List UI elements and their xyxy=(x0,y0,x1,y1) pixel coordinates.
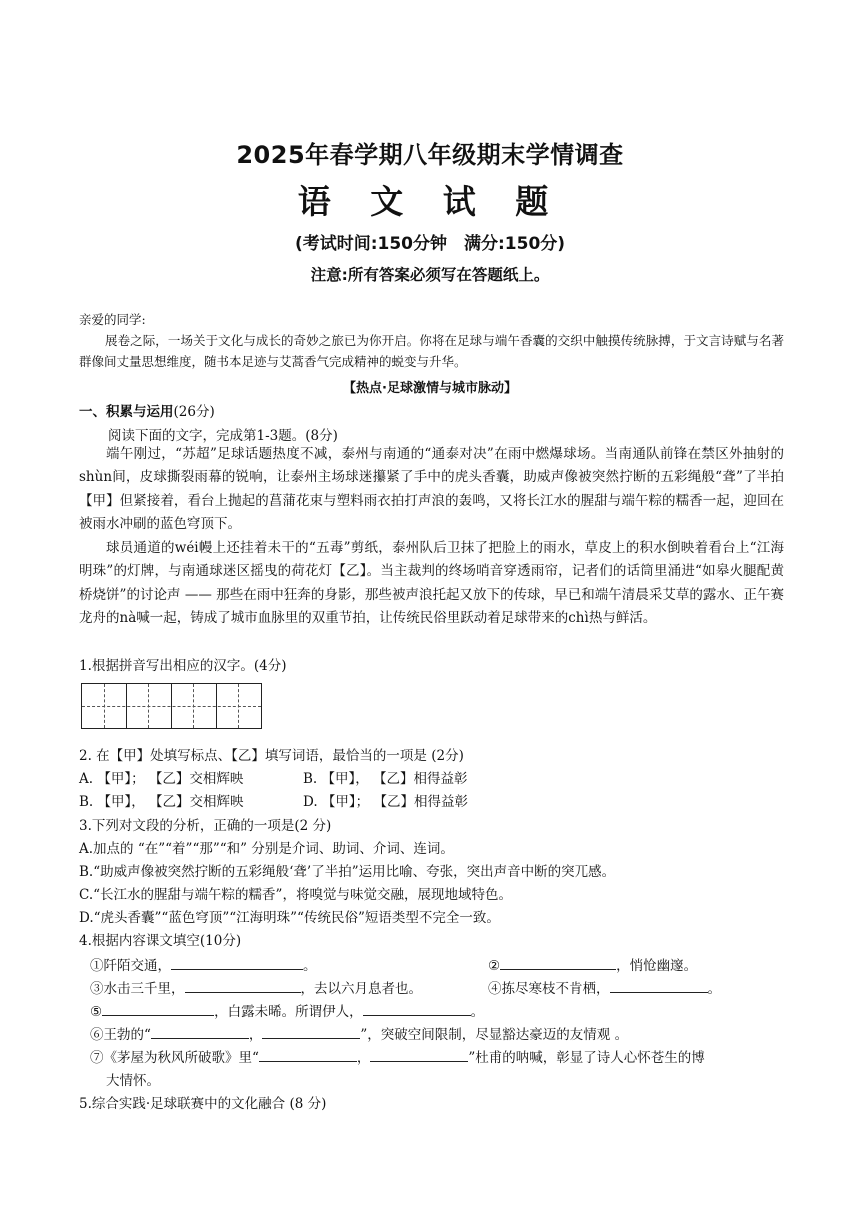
fill-blank-5 xyxy=(90,1000,484,1020)
question-3-option-d: D.“虎头香囊”“蓝色穹顶”“江海明珠”“传统民俗”短语类型不完全一致。 xyxy=(79,910,500,926)
fill-blank-6 xyxy=(90,1023,628,1043)
fill-blank-text: ⑤ xyxy=(90,1004,103,1020)
fill-blank-text: 。 xyxy=(303,958,317,974)
fill-blank-text: 。 xyxy=(707,981,721,997)
grid-divider xyxy=(193,684,194,728)
fill-blank-3 xyxy=(90,977,422,997)
exam-title: 2025年春学期八年级期末学情调查 xyxy=(236,141,624,169)
answer-blank xyxy=(102,1001,214,1016)
fill-blank-text: ③水击三千里， xyxy=(90,981,185,997)
notice: 注意:所有答案必须写在答题纸上。 xyxy=(310,266,550,284)
grid-divider xyxy=(238,684,239,728)
answer-blank xyxy=(185,978,301,993)
section1-score: (26分) xyxy=(173,404,215,420)
grid-divider xyxy=(216,684,217,728)
passage-paragraph-1: 端午刚过，“苏超”足球话题热度不减，泰州与南通的“通泰对决”在雨中燃爆球场。当南通队前锋在禁区外抽射的shùn间，皮球撕裂雨幕的锐响，让泰州主场球迷攥紧了手中的虎头香囊，助威声像被突然拧断的五彩绳般“聋”了半拍【甲】但紧接着，看台上抛起的菖蒲花束与塑料雨衣拍打声浪的轰鸣，又将长江水的腥甜与端午粽的糯香一起，迎回在被雨水冲刷的蓝色穹顶下。 xyxy=(79,446,784,532)
section1-heading xyxy=(79,400,215,421)
grid-divider xyxy=(126,684,127,728)
fill-blank-text: ⑥王勃的“ xyxy=(90,1027,151,1043)
fill-blank-text: ①阡陌交通， xyxy=(90,958,171,974)
fill-blank-text: ”杜甫的呐喊，彰显了诗人心怀苍生的博 xyxy=(468,1050,705,1066)
question-2-option-b: B. 【甲】， 【乙】相得益彰 xyxy=(303,771,468,787)
question-5-stem: 5.综合实践·足球联赛中的文化融合 (8 分) xyxy=(79,1096,327,1112)
reading-instruction: 阅读下面的文字，完成第1-3题。(8分) xyxy=(108,428,338,444)
question-3-option-c: C.“长江水的腥甜与端午粽的糯香”，将嗅觉与味觉交融，展现地域特色。 xyxy=(79,887,512,903)
grid-divider xyxy=(148,684,149,728)
fill-blank-2 xyxy=(488,954,697,974)
answer-blank xyxy=(500,955,616,970)
fill-blank-text: ， xyxy=(356,1050,371,1066)
fill-blank-text: 。 xyxy=(470,1004,485,1020)
answer-blank xyxy=(262,1024,360,1039)
question-2-stem: 2. 在【甲】处填写标点、【乙】填写词语，最恰当的一项是 (2分) xyxy=(79,748,464,764)
question-2-option-a: A. 【甲】； 【乙】交相辉映 xyxy=(79,771,244,787)
fill-blank-text: ④拣尽寒枝不肯栖， xyxy=(488,981,610,997)
answer-blank xyxy=(610,978,708,993)
answer-blank xyxy=(151,1024,249,1039)
fill-blank-text: ”，突破空间限制，尽显豁达豪迈的友情观 。 xyxy=(360,1027,629,1043)
fill-blank-text: ，去以六月息者也。 xyxy=(300,981,422,997)
greeting: 亲爱的同学: xyxy=(79,312,146,327)
hotspot-heading: 【热点·足球激情与城市脉动】 xyxy=(343,381,517,396)
question-2-option-c: B. 【甲】， 【乙】交相辉映 xyxy=(79,794,244,810)
fill-blank-text: ，白露未晞。所谓伊人， xyxy=(214,1004,363,1020)
answer-blank xyxy=(171,955,303,970)
fill-blank-text: ⑦《茅屋为秋风所破歌》里“ xyxy=(90,1050,259,1066)
subject-title: 语 文 试 题 xyxy=(297,182,563,221)
section1-title: 一、积累与运用 xyxy=(79,404,174,420)
question-2-option-d: D. 【甲】； 【乙】相得益彰 xyxy=(303,794,468,810)
answer-grid xyxy=(81,683,262,729)
exam-info: (考试时间:150分钟 满分:150分) xyxy=(294,234,566,254)
answer-blank xyxy=(363,1001,471,1016)
fill-blank-7 xyxy=(90,1046,705,1066)
fill-blank-7-continued: 大情怀。 xyxy=(106,1073,160,1089)
fill-blank-4 xyxy=(488,977,721,997)
fill-blank-1 xyxy=(90,954,317,974)
fill-blank-text: ， xyxy=(248,1027,263,1043)
answer-blank xyxy=(259,1047,357,1062)
fill-blank-text: ② xyxy=(488,958,501,974)
intro-paragraph: 展卷之际，一场关于文化与成长的奇妙之旅已为你开启。你将在足球与端午香囊的交织中触摸传统脉搏，于文言诗赋与名著群像间丈量思想维度，随书本足迹与艾蒿香气完成精神的蜕变与升华。 xyxy=(79,333,784,369)
question-3-stem: 3.下列对文段的分析，正确的一项是(2 分) xyxy=(79,818,332,834)
fill-blank-text: ，悄怆幽邃。 xyxy=(616,958,698,974)
answer-blank xyxy=(370,1047,468,1062)
grid-divider xyxy=(171,684,172,728)
question-3-option-b: B.“助威声像被突然拧断的五彩绳般‘聋’了半拍”运用比喻、夸张，突出声音中断的突兀感。 xyxy=(79,864,616,880)
question-4-stem: 4.根据内容课文填空(10分) xyxy=(79,933,242,949)
question-3-option-a: A.加点的 “在”“着”“那”“和” 分别是介词、助词、介词、连词。 xyxy=(79,841,454,857)
passage-paragraph-2: 球员通道的wéi幔上还挂着未干的“五毒”剪纸，泰州队后卫抹了把脸上的雨水，草皮上的积水倒映着看台上“江海明珠”的灯牌，与南通球迷区摇曳的荷花灯【乙】。当主裁判的终场哨音穿透雨帘，记者们的话筒里涌进“如皋火腿配黄桥烧饼”的讨论声 —— 那些在雨中狂奔的身影，那些被声浪托起又放下的传球，早已和端午清晨采艾草的露水、正午赛龙舟的nà喊一起，铸成了城市血脉里的双重节拍，让传统民俗里跃动着足球带来的chì热与鲜活。 xyxy=(79,540,784,626)
grid-divider xyxy=(104,684,105,728)
question-1-stem: 1.根据拼音写出相应的汉字。(4分) xyxy=(79,658,287,674)
